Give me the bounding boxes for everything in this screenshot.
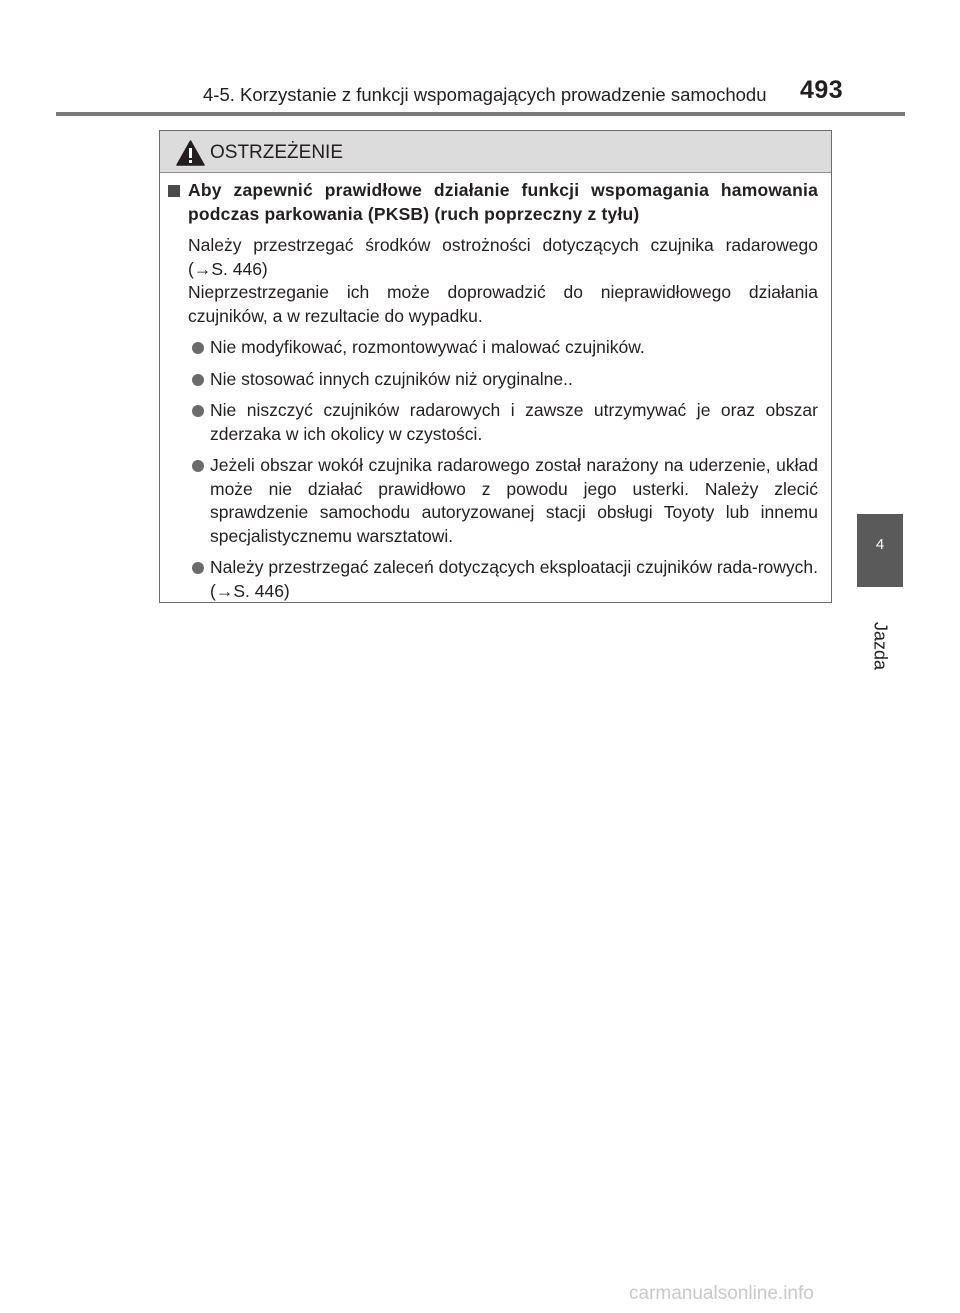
section-title: 4-5. Korzystanie z funkcji wspomagających prowadzenie samochodu — [203, 84, 767, 105]
bullet-dot-icon — [192, 562, 204, 574]
header-divider — [56, 112, 905, 116]
warning-triangle-icon — [176, 140, 205, 166]
list-item — [166, 399, 818, 446]
section-heading-text: Aby zapewnić prawidłowe działanie funkcji wspomagania hamowania podczas parkowania (PKSB) (ruch poprzeczny z tyłu) — [188, 180, 818, 224]
page-number: 493 — [800, 76, 844, 104]
watermark: carmanualsonline.info — [629, 1283, 814, 1304]
section-heading — [166, 179, 818, 226]
square-bullet-icon — [168, 185, 180, 197]
list-item-text: Należy przestrzegać zaleceń dotyczących eksploatacji czujników rada-rowych. (→S. 446) — [210, 557, 818, 601]
list-item — [166, 368, 818, 392]
paragraph: Należy przestrzegać środków ostrożności dotyczących czujnika radarowego (→S. 446) — [188, 235, 818, 279]
bullet-dot-icon — [192, 405, 204, 417]
list-item — [166, 556, 818, 603]
list-item-text: Nie stosować innych czujników niż oryginalne.. — [210, 368, 573, 389]
list-item — [166, 454, 818, 548]
chapter-tab — [857, 514, 903, 587]
chapter-label: Jazda — [870, 622, 891, 671]
warning-box — [159, 130, 832, 603]
list-item-text: Nie modyfikować, rozmontowywać i malować czujników. — [210, 337, 645, 357]
warning-title: OSTRZEŻENIE — [210, 142, 344, 163]
list-item-text: Jeżeli obszar wokół czujnika radarowego został narażony na uderzenie, układ może nie działać prawidłowo z powodu jego usterki. Należy zlecić sprawdzenie samochodu autoryzowanej stacji obsługi Toyoty lub innemu specjalistycznemu warsztatowi. — [210, 455, 818, 546]
bullet-dot-icon — [192, 342, 204, 354]
chapter-number: 4 — [875, 536, 885, 553]
list-item-text: Nie niszczyć czujników radarowych i zawsze utrzymywać je oraz obszar zderzaka w ich okolicy w czystości. — [210, 400, 818, 444]
list-item — [166, 336, 818, 360]
bullet-dot-icon — [192, 460, 204, 472]
warning-header — [160, 131, 831, 173]
warning-content — [166, 179, 818, 603]
paragraph: Nieprzestrzeganie ich może doprowadzić do nieprawidłowego działania czujników, a w rezultacie do wypadku. — [188, 282, 818, 326]
bullet-dot-icon — [192, 374, 204, 386]
bullet-list — [166, 336, 818, 603]
